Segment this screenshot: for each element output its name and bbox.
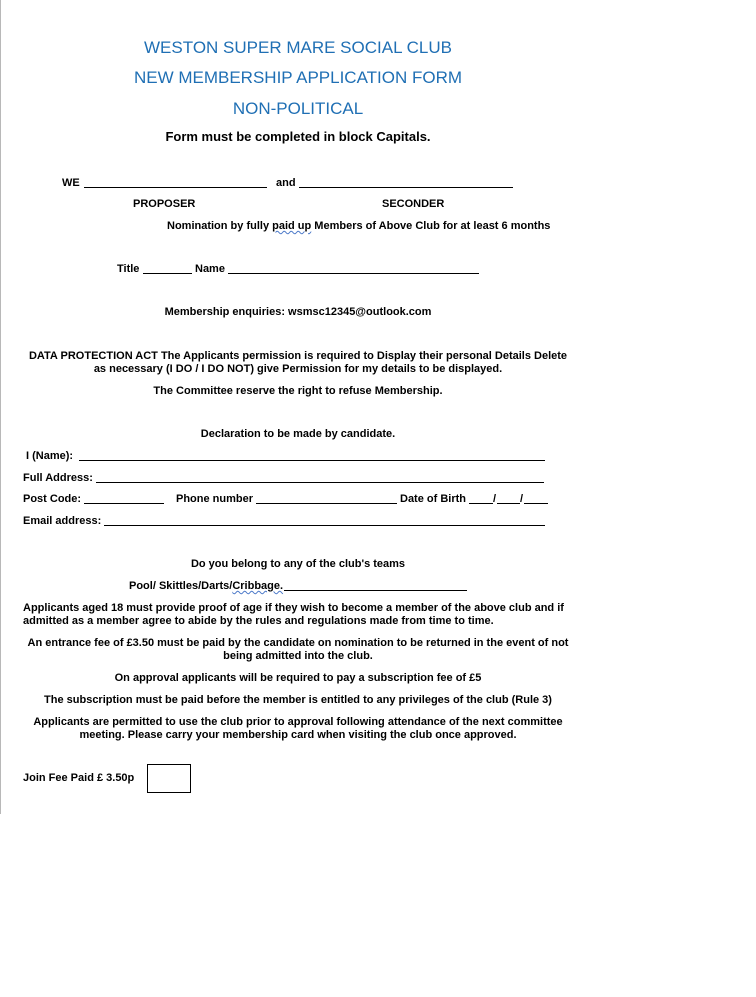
name-field[interactable] [228, 264, 479, 274]
phone-number-field[interactable] [256, 494, 397, 504]
email-address-label: Email address: [23, 515, 102, 527]
data-protection-line2: as necessary (I DO / I DO NOT) give Permission for my details to be displayed. [93, 363, 503, 375]
join-fee-label: Join Fee Paid £ 3.50p [23, 772, 135, 784]
proposer-field[interactable] [84, 178, 267, 188]
teams-field[interactable] [284, 581, 467, 591]
post-code-field[interactable] [84, 494, 164, 504]
block-capitals-instruction: Form must be completed in block Capitals. [165, 129, 431, 144]
form-title-heading: NEW MEMBERSHIP APPLICATION FORM [133, 68, 463, 87]
non-political-heading: NON-POLITICAL [232, 99, 364, 118]
title-field[interactable] [143, 264, 192, 274]
paid-up-text: paid up [272, 220, 312, 232]
entrance-fee-line2: being admitted into the club. [223, 650, 373, 662]
club-use-line1: Applicants are permitted to use the club prior to approval following attendance of the next committee [33, 716, 563, 728]
nomination-note: Nomination by fully paid up Members of Above Club for at least 6 months [167, 220, 551, 232]
proposer-label: PROPOSER [133, 198, 196, 210]
club-name-heading: WESTON SUPER MARE SOCIAL CLUB [144, 38, 452, 57]
seconder-field[interactable] [299, 178, 513, 188]
entrance-fee-line1: An entrance fee of £3.50 must be paid by the candidate on nomination to be returned in the event of not [27, 637, 569, 649]
seconder-label: SECONDER [382, 198, 445, 210]
dob-separator-1: / [493, 493, 497, 505]
subscription-rule-text: The subscription must be paid before the member is entitled to any privileges of the club (Rule 3) [44, 694, 552, 706]
committee-right-text: The Committee reserve the right to refuse Membership. [153, 385, 443, 397]
age-rule-line1: Applicants aged 18 must provide proof of age if they wish to become a member of the above club and if [23, 602, 564, 614]
i-name-field[interactable] [79, 451, 545, 461]
join-fee-checkbox[interactable] [147, 764, 191, 793]
declaration-heading: Declaration to be made by candidate. [200, 428, 396, 440]
data-protection-line1: DATA PROTECTION ACT The Applicants permission is required to Display their personal Details Delete [28, 350, 568, 362]
date-of-birth-label: Date of Birth [400, 493, 466, 505]
page-left-border [0, 0, 1, 814]
and-label: and [276, 177, 296, 189]
dob-separator-2: / [520, 493, 524, 505]
full-address-field[interactable] [96, 473, 544, 483]
teams-question: Do you belong to any of the club's teams [190, 558, 406, 570]
phone-number-label: Phone number [176, 493, 254, 505]
we-label: WE [62, 177, 80, 189]
full-address-label: Full Address: [23, 472, 93, 484]
title-label: Title [117, 263, 140, 275]
club-use-line2: meeting. Please carry your membership card when visiting the club once approved. [79, 729, 517, 741]
teams-options: Pool/ Skittles/Darts/Cribbage. [129, 580, 284, 592]
email-address-field[interactable] [104, 516, 545, 526]
dob-month-field[interactable] [497, 494, 520, 504]
cribbage-text: Cribbage. [232, 580, 284, 592]
membership-enquiries: Membership enquiries: wsmsc12345@outlook.com [164, 306, 432, 318]
post-code-label: Post Code: [23, 493, 82, 505]
dob-day-field[interactable] [469, 494, 493, 504]
dob-year-field[interactable] [524, 494, 548, 504]
name-label: Name [195, 263, 225, 275]
i-name-label: I (Name): [26, 450, 74, 462]
subscription-fee-text: On approval applicants will be required to pay a subscription fee of £5 [114, 672, 482, 684]
age-rule-line2: admitted as a member agree to abide by the rules and regulations made from time to time. [23, 615, 494, 627]
